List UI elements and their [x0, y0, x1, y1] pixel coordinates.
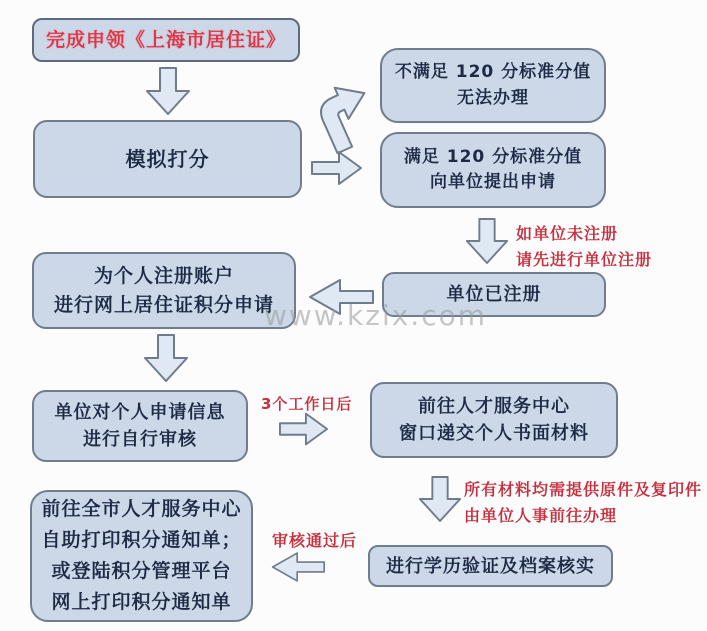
note-unit-unregistered-line1: 如单位未注册	[516, 224, 619, 243]
box-employer-review-line2	[83, 426, 197, 453]
note-materials-originals	[464, 477, 702, 529]
arrow-down-icon	[465, 216, 509, 266]
note-unit-unregistered	[516, 221, 652, 273]
box-verification	[368, 545, 613, 587]
box-complete-permit	[32, 18, 300, 62]
box-not-meet-line2: 无法办理	[457, 87, 529, 108]
box-employer-review-line2-prefix: 进行	[83, 429, 121, 450]
box-register-account-line1: 为个人注册账户	[93, 265, 234, 287]
box-not-meet-line1: 不满足 120 分标准分值	[394, 62, 592, 82]
box-print-notice-line4: 网上打印积分通知单	[51, 590, 232, 613]
arrow-right-icon	[311, 150, 363, 186]
box-verification-label: 进行学历验证及档案核实	[386, 555, 595, 577]
box-print-notice	[30, 490, 253, 622]
arrow-curved-up-right-icon	[305, 75, 384, 157]
box-meet-line2: 向单位提出申请	[430, 172, 556, 192]
box-complete-permit-label: 完成申领《上海市居住证》	[45, 28, 286, 51]
box-talent-center-line1: 前往人才服务中心	[418, 396, 570, 417]
box-not-meet-120	[380, 48, 606, 123]
note-materials-line1: 所有材料均需提供原件及复印件	[464, 480, 703, 499]
box-simulated-scoring	[33, 120, 302, 198]
box-talent-center-line2: 窗口递交个人书面材料	[399, 423, 589, 444]
arrow-down-icon	[418, 473, 462, 525]
note-materials-line2: 由单位人事前往办理	[464, 505, 618, 525]
note-review-passed: 审核通过后	[272, 531, 358, 550]
box-employer-review-line2-bold: 自行审核	[121, 429, 197, 450]
box-meet-line1: 满足 120 分标准分值	[403, 146, 583, 167]
arrow-left-icon	[271, 550, 325, 584]
arrow-right-icon	[279, 411, 329, 447]
box-meet-120	[380, 132, 606, 208]
arrow-down-icon	[145, 67, 191, 115]
watermark-text: www.kzix.com	[264, 299, 487, 332]
box-employer-registered-label: 单位已注册	[446, 284, 542, 305]
note-unit-unregistered-line2: 请先进行单位注册	[516, 249, 653, 269]
box-register-account	[32, 252, 296, 329]
arrow-down-icon	[143, 333, 189, 383]
box-employer-review	[32, 390, 248, 462]
box-print-notice-line3: 或登陆积分管理平台	[51, 560, 232, 582]
box-talent-center	[370, 382, 618, 458]
box-print-notice-line2: 自助打印积分通知单；	[41, 529, 242, 552]
box-register-account-line2: 进行网上居住证积分申请	[53, 293, 274, 316]
box-simulated-scoring-label: 模拟打分	[125, 147, 210, 171]
note-three-working-days: 3个工作日后	[261, 395, 353, 413]
box-print-notice-line1: 前往全市人才服务中心	[41, 498, 242, 521]
box-employer-review-line1: 单位对个人申请信息	[54, 402, 226, 423]
